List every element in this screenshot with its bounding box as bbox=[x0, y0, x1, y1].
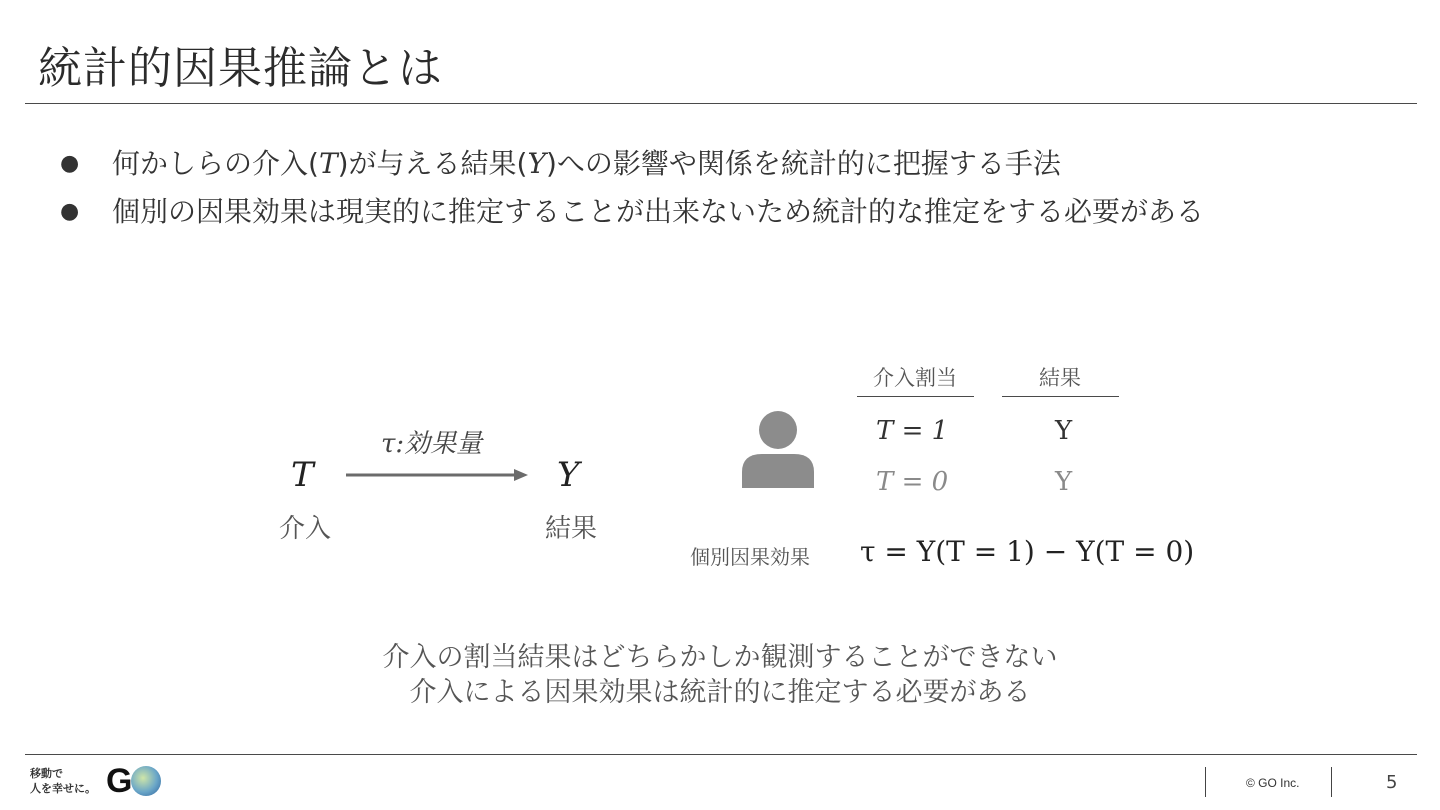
title-divider bbox=[25, 103, 1417, 104]
treatment-symbol: T bbox=[291, 455, 314, 495]
effect-size-label: τ:効果量 bbox=[381, 429, 483, 459]
assignment-value: T = 1 bbox=[876, 416, 949, 446]
math-variable: Y bbox=[527, 147, 546, 180]
bullet-list bbox=[60, 140, 1204, 236]
bullet-dot-icon: ● bbox=[60, 199, 80, 224]
bullet-item: ● 個別の因果効果は現実的に推定することが出来ないため統計的な推定をする必要がある bbox=[60, 188, 1204, 236]
causal-arrow-icon bbox=[346, 466, 530, 484]
person-icon bbox=[740, 410, 816, 490]
conclusion-line: 介入の割当結果はどちらかしか観測することができない bbox=[382, 642, 1058, 673]
footer-separator bbox=[1205, 767, 1206, 797]
header-underline bbox=[857, 396, 974, 397]
footer-separator bbox=[1331, 767, 1332, 797]
math-variable: T bbox=[318, 147, 338, 180]
copyright: © GO Inc. bbox=[1246, 776, 1300, 790]
conclusion-line: 介入による因果効果は統計的に推定する必要がある bbox=[409, 677, 1031, 708]
header-underline bbox=[1002, 396, 1119, 397]
result-value: Y bbox=[1055, 416, 1073, 446]
bullet-dot-icon: ● bbox=[60, 151, 80, 176]
footer-divider bbox=[25, 754, 1417, 755]
go-logo-circle-icon bbox=[131, 766, 161, 796]
outcome-symbol: Y bbox=[557, 455, 580, 495]
slide-title: 統計的因果推論とは bbox=[38, 43, 443, 94]
result-value: Y bbox=[1055, 467, 1073, 497]
column-header-assignment: 介入割当 bbox=[873, 366, 957, 390]
outcome-label: 結果 bbox=[545, 514, 598, 544]
ice-formula: τ = Y(T = 1) − Y(T = 0) bbox=[860, 535, 1195, 568]
bullet-item: ● 何かしらの介入(T)が与える結果(Y)への影響や関係を統計的に把握する手法 bbox=[60, 140, 1204, 188]
footer-tagline: 移動で 人を幸せに。 bbox=[30, 767, 96, 795]
page-number: 5 bbox=[1386, 772, 1398, 793]
column-header-result: 結果 bbox=[1039, 366, 1081, 390]
treatment-label: 介入 bbox=[279, 514, 332, 544]
go-logo: G bbox=[106, 762, 131, 800]
ice-label: 個別因果効果 bbox=[690, 545, 810, 569]
assignment-value: T = 0 bbox=[876, 467, 949, 497]
